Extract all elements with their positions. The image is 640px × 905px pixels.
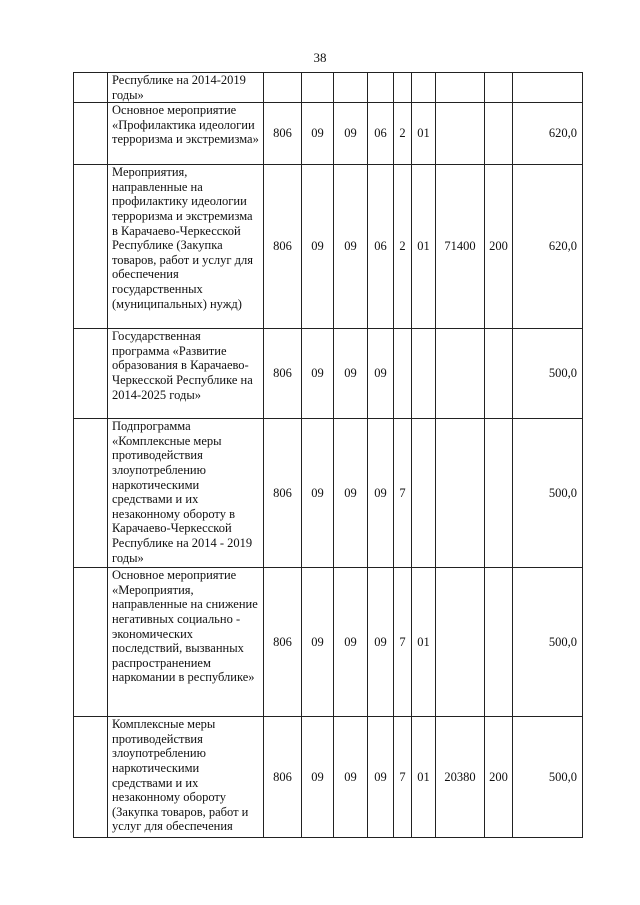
expense-type-code [485,73,513,103]
section-code: 09 [302,165,334,329]
item-name: Мероприятия, направленные на профилактику идеологии терроризма и экстремизма в Карачаево-Черкесской Республике (Закупка товаров, работ и услуг для обеспечения государственных (муниципальных) нужд) [108,165,264,329]
amount: 620,0 [513,165,583,329]
ministry-code: 806 [264,419,302,568]
blank-cell [74,419,108,568]
table-row [74,717,583,838]
program-code: 09 [368,419,394,568]
amount: 500,0 [513,419,583,568]
direction-code [436,329,485,419]
ministry-code: 806 [264,568,302,717]
ministry-code: 806 [264,165,302,329]
blank-cell [74,329,108,419]
event-code [412,419,436,568]
expense-type-code [485,419,513,568]
subsection-code: 09 [334,568,368,717]
event-code [412,73,436,103]
amount [513,73,583,103]
blank-cell [74,103,108,165]
item-name: Подпрограмма «Комплексные меры противодействия злоупотреблению наркотическими средствами и их незаконному обороту в Карачаево-Черкесской Республике на 2014 - 2019 годы» [108,419,264,568]
table-row [74,73,583,103]
event-code: 01 [412,165,436,329]
section-code [302,73,334,103]
direction-code [436,419,485,568]
expense-type-code: 200 [485,165,513,329]
subsection-code: 09 [334,329,368,419]
event-code: 01 [412,717,436,838]
subprogram-code: 2 [394,165,412,329]
subsection-code [334,73,368,103]
event-code [412,329,436,419]
program-code: 09 [368,568,394,717]
event-code: 01 [412,568,436,717]
expense-type-code [485,329,513,419]
direction-code [436,73,485,103]
table-row [74,419,583,568]
ministry-code [264,73,302,103]
program-code [368,73,394,103]
subsection-code: 09 [334,419,368,568]
program-code: 06 [368,103,394,165]
table-row [74,329,583,419]
ministry-code: 806 [264,329,302,419]
item-name: Основное мероприятие «Мероприятия, направленные на снижение негативных социально - экономических последствий, вызванных распространением наркомании в республике» [108,568,264,717]
section-code: 09 [302,329,334,419]
blank-cell [74,73,108,103]
direction-code: 71400 [436,165,485,329]
item-name: Государственная программа «Развитие образования в Карачаево-Черкесской Республике на 2014-2025 годы» [108,329,264,419]
subsection-code: 09 [334,103,368,165]
direction-code [436,103,485,165]
event-code: 01 [412,103,436,165]
direction-code [436,568,485,717]
expense-type-code [485,568,513,717]
subprogram-code: 7 [394,419,412,568]
subsection-code: 09 [334,717,368,838]
direction-code: 20380 [436,717,485,838]
table-row [74,165,583,329]
subprogram-code: 2 [394,103,412,165]
table-row [74,568,583,717]
item-name: Основное мероприятие «Профилактика идеологии терроризма и экстремизма» [108,103,264,165]
expense-type-code: 200 [485,717,513,838]
section-code: 09 [302,103,334,165]
budget-table [73,72,583,838]
subprogram-code [394,73,412,103]
table-body [74,73,583,838]
page-number: 38 [313,50,327,65]
program-code: 09 [368,717,394,838]
ministry-code: 806 [264,717,302,838]
blank-cell [74,717,108,838]
blank-cell [74,568,108,717]
table-row [74,103,583,165]
subprogram-code: 7 [394,568,412,717]
item-name: Республике на 2014-2019 годы» [108,73,264,103]
amount: 500,0 [513,568,583,717]
expense-type-code [485,103,513,165]
ministry-code: 806 [264,103,302,165]
program-code: 06 [368,165,394,329]
amount: 500,0 [513,717,583,838]
program-code: 09 [368,329,394,419]
amount: 620,0 [513,103,583,165]
section-code: 09 [302,568,334,717]
item-name: Комплексные меры противодействия злоупотреблению наркотическими средствами и их незаконному обороту (Закупка товаров, работ и услуг для обеспечения [108,717,264,838]
section-code: 09 [302,419,334,568]
amount: 500,0 [513,329,583,419]
blank-cell [74,165,108,329]
section-code: 09 [302,717,334,838]
subprogram-code [394,329,412,419]
subsection-code: 09 [334,165,368,329]
subprogram-code: 7 [394,717,412,838]
